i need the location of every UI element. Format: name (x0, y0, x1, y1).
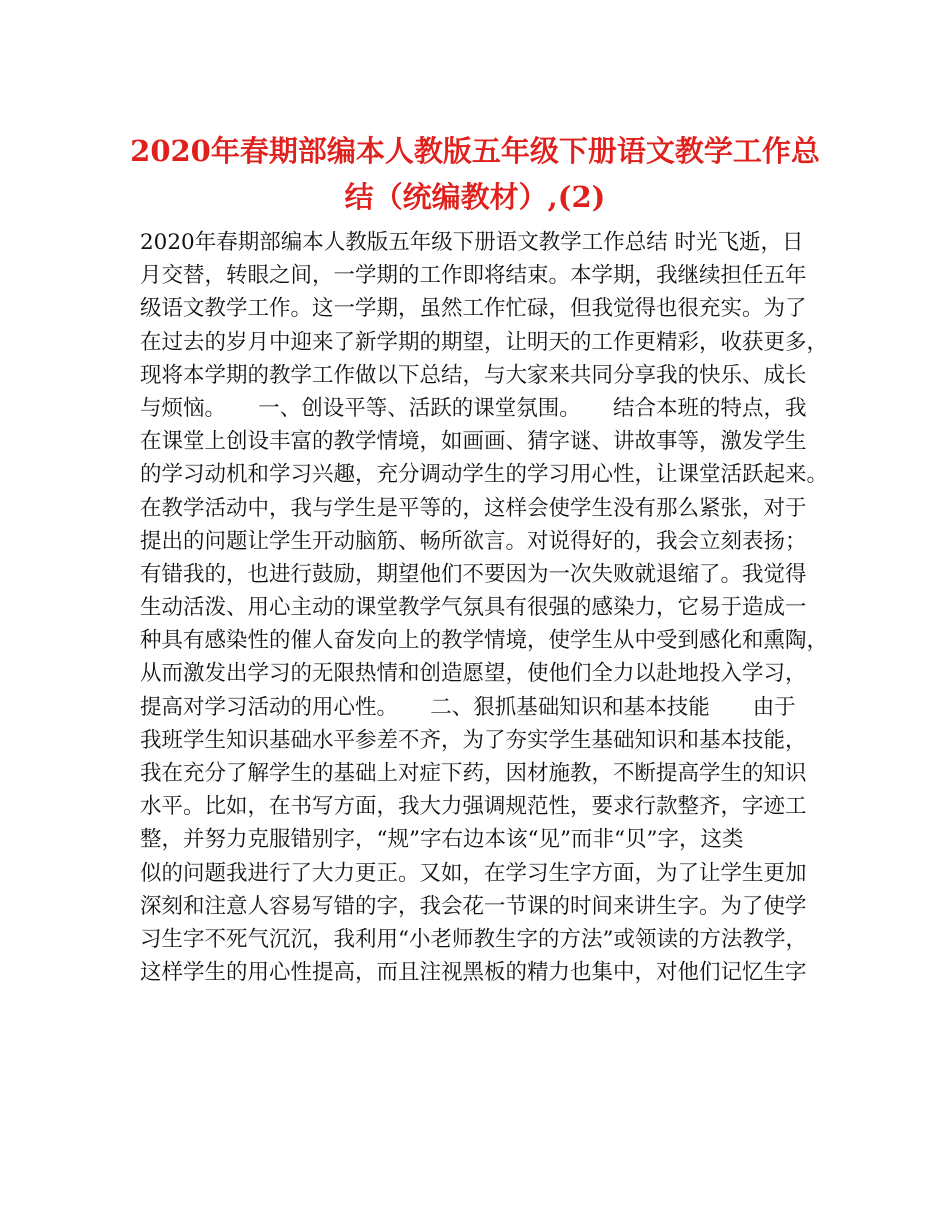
body-line: 种具有感染性的催人奋发向上的教学情境，使学生从中受到感化和熏陶， (140, 628, 829, 654)
body-line: 水平。比如，在书写方面，我大力强调规范性，要求行款整齐，字迹工 (140, 794, 807, 820)
body-line: 我在充分了解学生的基础上对症下药，因材施教，不断提高学生的知识 (140, 761, 807, 786)
body-line: 级语文教学工作。这一学期，虽然工作忙碌，但我觉得也很充实。为了 (140, 296, 807, 322)
body-line: 现将本学期的教学工作做以下总结，与大家来共同分享我的快乐、成长 (140, 362, 807, 388)
body-line: 提出的问题让学生开动脑筋、畅所欲言。对说得好的，我会立刻表扬； (140, 528, 807, 554)
body-line: 我班学生知识基础水平参差不齐，为了夯实学生基础知识和基本技能， (140, 727, 807, 753)
body-line: 与烦恼。 一、创设平等、活跃的课堂氛围。 结合本班的特点，我 (140, 395, 807, 421)
body-line: 在课堂上创设丰富的教学情境，如画画、猜字谜、讲故事等，激发学生 (140, 429, 807, 455)
document-title (0, 128, 950, 220)
body-line: 习生字不死气沉沉，我利用“小老师教生字的方法”或领读的方法教学， (140, 926, 807, 952)
title-line-1: 2020年春期部编本人教版五年级下册语文教学工作总 (130, 134, 820, 168)
body-line: 在教学活动中，我与学生是平等的，这样会使学生没有那么紧张，对于 (140, 495, 807, 521)
body-line: 整，并努力克服错别字，“规”字右边本该“见”而非“贝”字，这类 (140, 827, 744, 853)
body-line: 似的问题我进行了大力更正。又如，在学习生字方面，为了让学生更加 (140, 860, 807, 886)
body-line: 2020年春期部编本人教版五年级下册语文教学工作总结 时光飞逝，日 (140, 230, 804, 255)
body-line: 提高对学习活动的用心性。 二、狠抓基础知识和基本技能 由于 (140, 694, 796, 720)
body-line: 这样学生的用心性提高，而且注视黑板的精力也集中，对他们记忆生字 (140, 960, 807, 986)
body-line: 有错我的，也进行鼓励，期望他们不要因为一次失败就退缩了。我觉得 (140, 561, 807, 587)
title-line-2: 结（统编教材）,(2) (344, 180, 606, 214)
body-line: 深刻和注意人容易写错的字，我会花一节课的时间来讲生字。为了使学 (140, 893, 807, 919)
body-line: 的学习动机和学习兴趣，充分调动学生的学习用心性，让课堂活跃起来。 (140, 462, 829, 488)
body-line: 从而激发出学习的无限热情和创造愿望，使他们全力以赴地投入学习， (140, 661, 807, 687)
document-body (140, 226, 830, 989)
body-line: 月交替，转眼之间，一学期的工作即将结束。本学期，我继续担任五年 (140, 263, 807, 289)
body-line: 生动活泼、用心主动的课堂教学气氛具有很强的感染力，它易于造成一 (140, 595, 807, 621)
body-line: 在过去的岁月中迎来了新学期的期望，让明天的工作更精彩，收获更多， (140, 329, 829, 355)
